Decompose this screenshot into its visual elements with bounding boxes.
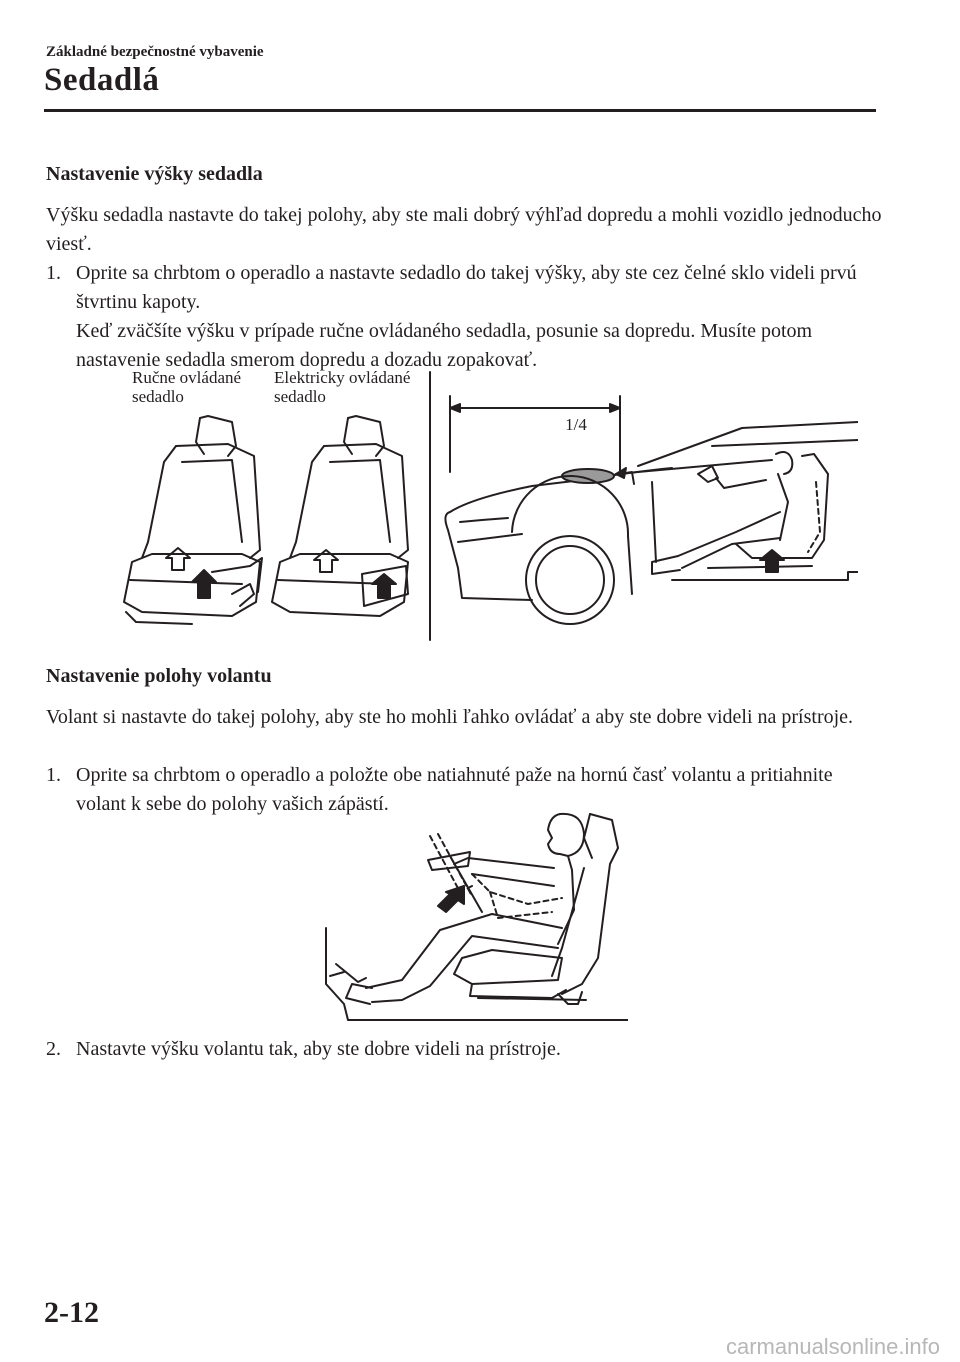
chapter-kicker: Základné bezpečnostné vybavenie: [46, 44, 264, 60]
steering-wheel-step-2: [46, 1035, 886, 1064]
steering-wheel-illustration: [322, 808, 628, 1024]
section-title-steering-wheel: Nastavenie polohy volantu: [46, 665, 272, 687]
steering-wheel-intro: Volant si nastavte do takej polohy, aby ste ho mohli ľahko ovládať a aby ste dobre videli na prístroje.: [46, 706, 854, 728]
step-number: 1.: [46, 764, 61, 786]
seat-height-illustration: [112, 362, 858, 644]
steering-wheel-figure: [322, 808, 628, 1024]
seat-height-figure: [112, 362, 858, 644]
manual-seat-label: Ručne ovládané sedadlo: [132, 368, 242, 406]
header-rule: [44, 109, 876, 112]
fraction-label: 1/4: [565, 415, 587, 434]
seat-height-step-1: [46, 259, 886, 375]
electric-seat-label: Elektricky ovládané sedadlo: [274, 368, 411, 406]
page-title: Sedadlá: [44, 62, 160, 98]
car-drawing: [445, 422, 858, 624]
electric-seat-drawing: [272, 416, 408, 616]
manual-seat-drawing: [124, 416, 262, 624]
step-note: Keď zväčšíte výšku v prípade ručne ovládaného sedadla, posunie sa dopredu. Musíte potom nastavenie sedadla smerom dopredu a dozadu zopakovať.: [76, 320, 813, 371]
section-title-seat-height: Nastavenie výšky sedadla: [46, 163, 263, 185]
step-text: Oprite sa chrbtom o operadlo a položte obe natiahnuté paže na hornú časť volantu a pritiahnite volant k sebe do polohy vašich zápästí.: [76, 764, 833, 815]
step-number: 2.: [46, 1038, 61, 1060]
step-text: Nastavte výšku volantu tak, aby ste dobre videli na prístroje.: [76, 1038, 561, 1060]
watermark: carmanualsonline.info: [725, 1334, 940, 1359]
page-number: 2-12: [44, 1296, 99, 1329]
seat-height-intro: Výšku sedadla nastavte do takej polohy, aby ste mali dobrý výhľad dopredu a mohli vozidlo jednoducho viesť.: [46, 204, 882, 255]
step-number: 1.: [46, 262, 61, 284]
step-text: Oprite sa chrbtom o operadlo a nastavte sedadlo do takej výšky, aby ste cez čelné sklo videli prvú štvrtinu kapoty.: [76, 262, 857, 313]
